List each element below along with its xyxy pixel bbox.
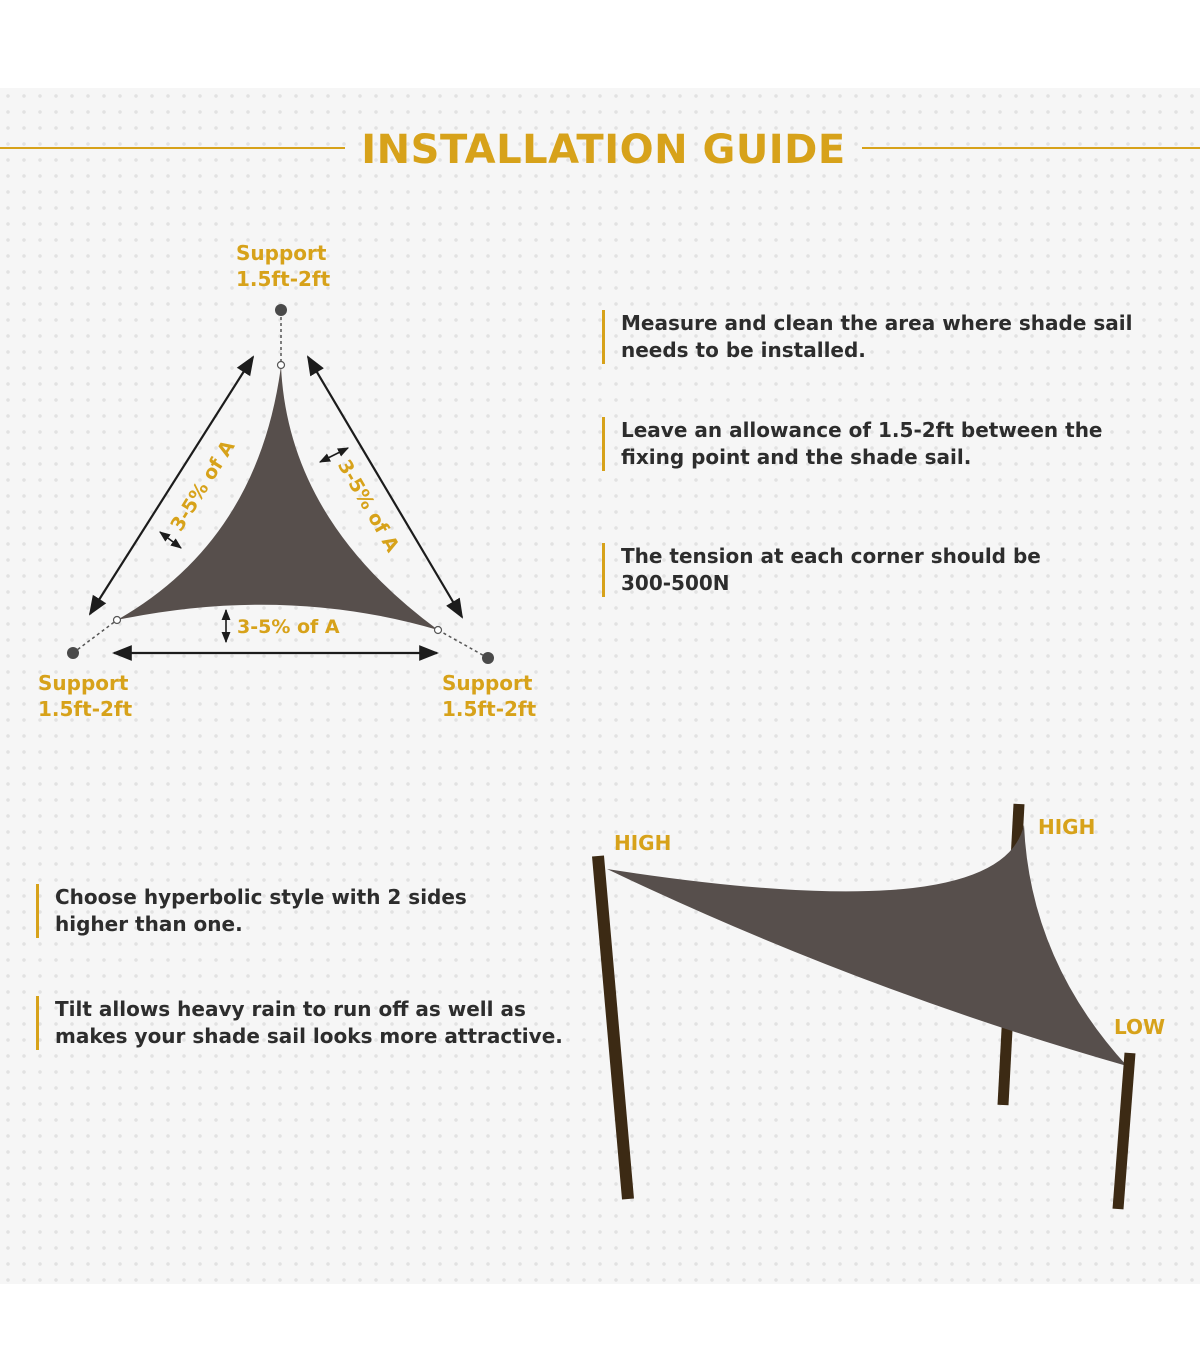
- step-tilt-line1: Tilt allows heavy rain to run off as well as: [55, 997, 526, 1021]
- support-label-left-line1: Support: [38, 671, 129, 695]
- step-measure-line1: Measure and clean the area where shade sail: [621, 311, 1133, 335]
- support-point-left: [67, 647, 79, 659]
- support-label-top-line1: Support: [236, 241, 327, 265]
- support-label-right-line1: Support: [442, 671, 533, 695]
- left-pole: [598, 856, 628, 1199]
- step-allowance-line2: fixing point and the shade sail.: [621, 445, 972, 469]
- pole-label-left-high: HIGH: [614, 831, 672, 855]
- step-allowance: [602, 417, 1103, 471]
- support-label-left: [38, 670, 132, 722]
- right-pole: [1118, 1053, 1130, 1209]
- step-hyperbolic-line2: higher than one.: [55, 912, 243, 936]
- hyperbolic-sail: [607, 825, 1127, 1066]
- sag-arrow-left: [160, 532, 181, 548]
- step-tilt: [36, 996, 563, 1050]
- support-label-right: [442, 670, 536, 722]
- pole-label-right-low: LOW: [1114, 1015, 1166, 1039]
- triangle-sail: [117, 366, 438, 630]
- support-label-top: [236, 240, 330, 292]
- sag-label-right: 3-5% of A: [333, 456, 404, 556]
- step-hyperbolic: [36, 884, 467, 938]
- step-measure-line2: needs to be installed.: [621, 338, 866, 362]
- d-ring-left: [114, 617, 121, 624]
- step-tension-line1: The tension at each corner should be: [621, 544, 1041, 568]
- support-label-right-line2: 1.5ft-2ft: [442, 697, 537, 721]
- step-measure: [602, 310, 1132, 364]
- tension-line-right: [438, 630, 488, 658]
- step-tilt-line2: makes your shade sail looks more attractive.: [55, 1024, 563, 1048]
- page-title: INSTALLATION GUIDE: [361, 127, 846, 173]
- d-ring-top: [278, 362, 285, 369]
- triangle-sail-diagram: [67, 304, 494, 664]
- hyperbolic-sail-diagram: [598, 804, 1130, 1209]
- step-hyperbolic-line1: Choose hyperbolic style with 2 sides: [55, 885, 467, 909]
- pole-label-back-high: HIGH: [1038, 815, 1096, 839]
- step-tension: [602, 543, 1041, 597]
- sag-label-bottom: 3-5% of A: [237, 616, 340, 638]
- support-point-top: [275, 304, 287, 316]
- d-ring-right: [435, 627, 442, 634]
- tension-line-left: [73, 620, 117, 653]
- step-tension-line2: 300-500N: [621, 571, 730, 595]
- step-allowance-line1: Leave an allowance of 1.5-2ft between the: [621, 418, 1103, 442]
- support-label-left-line2: 1.5ft-2ft: [38, 697, 133, 721]
- support-label-top-line2: 1.5ft-2ft: [236, 267, 331, 291]
- support-point-right: [482, 652, 494, 664]
- sag-label-left: 3-5% of A: [166, 436, 240, 536]
